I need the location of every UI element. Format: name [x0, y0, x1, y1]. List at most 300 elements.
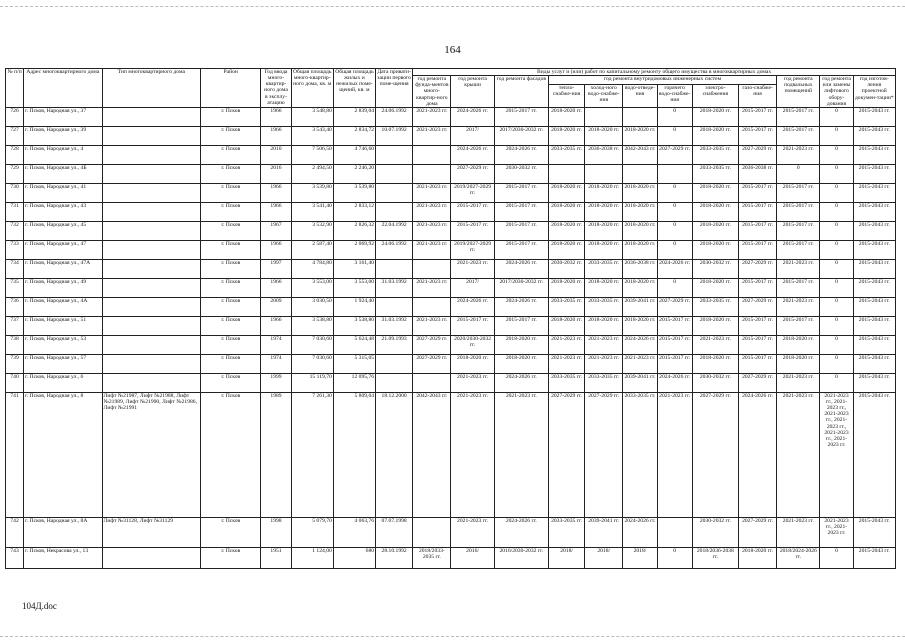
privatization-cell: 22.04.1992 [376, 221, 413, 240]
residential-area-cell: 2 834,72 [333, 126, 375, 145]
table-row [6, 297, 896, 316]
basement-cell: 2021-2023 гг. [777, 297, 820, 316]
hot-water-cell: 2027-2029 гг. [657, 297, 692, 316]
heat-cell: 2018-2020 гг. [548, 126, 584, 145]
table-row [6, 316, 896, 335]
heat-cell: 2033-2035 гг. [548, 297, 584, 316]
table-row [6, 164, 896, 183]
facade-cell: 2015-2017 гг. [494, 183, 548, 202]
type-cell [102, 126, 201, 145]
electric-cell: 2018-2020 гг. [692, 202, 738, 221]
heat-cell: 2030-2032 гг. [548, 259, 584, 278]
lift-cell: 0 [820, 297, 853, 316]
basement-cell: 2015-2017 гг. [777, 126, 820, 145]
address-cell: г. Псков, Народная ул., 8 [24, 392, 102, 517]
privatization-cell: 07.07.1998 [376, 517, 413, 547]
cold-water-cell: 2021-2023 гг. [585, 354, 623, 373]
residential-area-cell: 5 624,48 [333, 335, 375, 354]
sewer-cell: 2018-2020 гг. [623, 183, 657, 202]
heat-cell: 2018-2020 гг. [548, 240, 584, 259]
basement-cell: 0 [777, 164, 820, 183]
roof-cell: 2024-2026 гг. [451, 297, 494, 316]
cold-water-cell: 2018/ [585, 547, 623, 568]
address-cell: г. Псков, Народная ул., 8А [24, 517, 102, 547]
year-cell: 2009 [261, 297, 291, 316]
heat-cell: 2018/ [548, 547, 584, 568]
table-row [6, 373, 896, 392]
basement-cell: 2018-2020 гг. [777, 354, 820, 373]
table-row [6, 145, 896, 164]
year-cell: 1966 [261, 240, 291, 259]
electric-cell: 2018-2020 гг. [692, 354, 738, 373]
header-foundation: год ремонта фунда-ментов много-квартир-ного дома [413, 76, 451, 108]
facade-cell: 2030-2032 гг. [494, 164, 548, 183]
lift-cell: 0 [820, 259, 853, 278]
total-area-cell: 7 506,50 [291, 145, 333, 164]
type-cell [102, 547, 201, 568]
gas-cell: 2015-2017 гг. [738, 278, 776, 297]
docs-cell: 2015-2043 гг. [853, 278, 895, 297]
page-number: 164 [444, 44, 461, 56]
foundation-cell: 2021-2023 гг. [413, 221, 451, 240]
privatization-cell [376, 259, 413, 278]
facade-cell: 2015-2017 гг. [494, 316, 548, 335]
total-area-cell: 2 494,50 [291, 164, 333, 183]
foundation-cell [413, 297, 451, 316]
district-cell: г. Псков [201, 221, 261, 240]
electric-cell: 2030-2032 гг. [692, 517, 738, 547]
cold-water-cell: 2021-2023 гг. [585, 335, 623, 354]
total-area-cell: 5 079,70 [291, 517, 333, 547]
header-systems-group: год ремонта внутридомовых инженерных систем [548, 76, 776, 85]
address-cell: г. Псков, Народная ул., 57 [24, 354, 102, 373]
residential-area-cell: 3 539,80 [333, 183, 375, 202]
table-row [6, 221, 896, 240]
cold-water-cell: 2018-2020 гг. [585, 126, 623, 145]
roof-cell: 2018-2020 гг. [451, 354, 494, 373]
type-cell [102, 107, 201, 126]
basement-cell: 2021-2023 гг. [777, 517, 820, 547]
type-cell [102, 316, 201, 335]
docs-cell: 2015-2043 гг. [853, 202, 895, 221]
gas-cell: 2015-2017 гг. [738, 107, 776, 126]
foundation-cell: 2018/2033-2035 гг. [413, 547, 451, 568]
type-cell [102, 240, 201, 259]
roof-cell: 2015-2017 гг. [451, 202, 494, 221]
num-cell: 742 [6, 517, 24, 547]
address-cell: г. Псков, Народная ул., 45 [24, 221, 102, 240]
cold-water-cell: 2033-2035 гг. [585, 259, 623, 278]
year-cell: 1999 [261, 373, 291, 392]
facade-cell: 2024-2026 гг. [494, 373, 548, 392]
table-row [6, 202, 896, 221]
total-area-cell: 1 124,00 [291, 547, 333, 568]
hot-water-cell: 0 [657, 202, 692, 221]
electric-cell: 2018-2020 гг. [692, 278, 738, 297]
num-cell: 741 [6, 392, 24, 517]
gas-cell: 2024-2026 гг. [738, 392, 776, 517]
gas-cell: 2015-2017 гг. [738, 335, 776, 354]
heat-cell: 2033-2035 гг. [548, 145, 584, 164]
address-cell: г. Псков, Народная ул., 6 [24, 373, 102, 392]
year-cell: 2010 [261, 145, 291, 164]
header-num: № п/п [6, 69, 24, 108]
basement-cell: 2015-2017 гг. [777, 278, 820, 297]
gas-cell: 2027-2029 гг. [738, 297, 776, 316]
privatization-cell [376, 145, 413, 164]
num-cell: 734 [6, 259, 24, 278]
privatization-cell: 31.03.1992 [376, 278, 413, 297]
lift-cell: 0 [820, 335, 853, 354]
gas-cell: 2027-2029 гг. [738, 145, 776, 164]
district-cell: г. Псков [201, 547, 261, 568]
cold-water-cell: 2036-2038 гг. [585, 145, 623, 164]
year-cell: 1967 [261, 221, 291, 240]
basement-cell: 2021-2023 гг. [777, 373, 820, 392]
residential-area-cell: 3 161,40 [333, 259, 375, 278]
table-row [6, 107, 896, 126]
facade-cell: 2015-2017 гг. [494, 107, 548, 126]
cold-water-cell [585, 107, 623, 126]
heat-cell: 2021-2023 гг. [548, 354, 584, 373]
header-lift: год ремонта или замены лифтового обору-дования [820, 76, 853, 108]
facade-cell: 2016/2030-2032 гг. [494, 547, 548, 568]
type-cell: Лифт №21987, Лифт №21988, Лифт №21989, Лифт №21990, Лифт №21986, Лифт №21991 [102, 392, 201, 517]
year-cell: 1966 [261, 183, 291, 202]
hot-water-cell: 0 [657, 278, 692, 297]
basement-cell: 2021-2023 гг. [777, 145, 820, 164]
roof-cell: 2015-2017 гг. [451, 221, 494, 240]
year-cell: 2016 [261, 164, 291, 183]
docs-cell: 2015-2043 гг. [853, 517, 895, 547]
foundation-cell [413, 259, 451, 278]
electric-cell: 2018-2020 гг. [692, 240, 738, 259]
basement-cell: 2015-2017 гг. [777, 107, 820, 126]
header-services-group: Виды услуг и (или) работ по капитальному ремонту общего имущества в многоквартирных домах [413, 69, 896, 76]
residential-area-cell: 2 246,20 [333, 164, 375, 183]
basement-cell: 2018/2024-2026 гг. [777, 547, 820, 568]
type-cell [102, 145, 201, 164]
residential-area-cell: 680 [333, 547, 375, 568]
basement-cell: 2018-2020 гг. [777, 335, 820, 354]
electric-cell: 2033-2035 гг. [692, 297, 738, 316]
type-cell [102, 183, 201, 202]
residential-area-cell: 4 063,76 [333, 517, 375, 547]
total-area-cell: 3 532,90 [291, 221, 333, 240]
facade-cell: 2021-2023 гг. [494, 392, 548, 517]
lift-cell: 0 [820, 354, 853, 373]
roof-cell: 2017/ [451, 126, 494, 145]
residential-area-cell: 4 746,60 [333, 145, 375, 164]
hot-water-cell: 2015-2017 гг. [657, 316, 692, 335]
basement-cell: 2021-2023 гг. [777, 392, 820, 517]
foundation-cell [413, 145, 451, 164]
num-cell: 737 [6, 316, 24, 335]
residential-area-cell: 3 538,80 [333, 316, 375, 335]
hot-water-cell: 0 [657, 107, 692, 126]
lift-cell: 0 [820, 183, 853, 202]
sewer-cell: 2018-2020 гг. [623, 126, 657, 145]
foundation-cell: 2021-2023 гг. [413, 202, 451, 221]
heat-cell: 2018-2020 гг. [548, 107, 584, 126]
sewer-cell: 2033-2035 гг. [623, 392, 657, 517]
electric-cell: 2018-2020 гг. [692, 316, 738, 335]
address-cell: г. Псков, Народная ул., 53 [24, 335, 102, 354]
table-row [6, 354, 896, 373]
facade-cell: 2015-2017 гг. [494, 240, 548, 259]
privatization-cell: 24.06.1992 [376, 240, 413, 259]
type-cell [102, 354, 201, 373]
docs-cell: 2015-2043 гг. [853, 107, 895, 126]
roof-cell: 2019/2027-2029 гг. [451, 240, 494, 259]
electric-cell: 2033-2035 гг. [692, 145, 738, 164]
address-cell: г. Псков, Народная ул., 49 [24, 278, 102, 297]
hot-water-cell: 2015-2017 гг. [657, 335, 692, 354]
docs-cell: 2015-2043 гг. [853, 183, 895, 202]
privatization-cell [376, 202, 413, 221]
district-cell: г. Псков [201, 335, 261, 354]
docs-cell: 2015-2043 гг. [853, 392, 895, 517]
foundation-cell: 2021-2023 гг. [413, 107, 451, 126]
basement-cell: 2015-2017 гг. [777, 183, 820, 202]
district-cell: г. Псков [201, 202, 261, 221]
total-area-cell: 7 030,60 [291, 335, 333, 354]
residential-area-cell: 2 833,12 [333, 202, 375, 221]
lift-cell: 0 [820, 240, 853, 259]
page-edge-bottom [0, 636, 905, 637]
district-cell: г. Псков [201, 373, 261, 392]
residential-area-cell: 1 924,40 [333, 297, 375, 316]
sewer-cell: 2018-2020 гг. [623, 202, 657, 221]
gas-cell: 2015-2017 гг. [738, 202, 776, 221]
facade-cell: 2024-2026 гг. [494, 259, 548, 278]
foundation-cell: 2021-2023 гг. [413, 126, 451, 145]
docs-cell: 2015-2043 гг. [853, 240, 895, 259]
privatization-cell [376, 164, 413, 183]
lift-cell: 0 [820, 316, 853, 335]
year-cell: 1998 [261, 517, 291, 547]
district-cell: г. Псков [201, 392, 261, 517]
cold-water-cell: 2039-2041 гг. [585, 517, 623, 547]
address-cell: г. Псков, Народная ул., 47 [24, 240, 102, 259]
docs-cell: 2015-2043 гг. [853, 335, 895, 354]
facade-cell: 2024-2026 гг. [494, 517, 548, 547]
lift-cell: 0 [820, 164, 853, 183]
heat-cell: 2033-2035 гг. [548, 373, 584, 392]
heat-cell [548, 164, 584, 183]
residential-area-cell: 5 809,04 [333, 392, 375, 517]
address-cell: г. Псков, Народная ул., 51 [24, 316, 102, 335]
header-gas: газо-снабже-ния [738, 84, 776, 107]
roof-cell: 2019/2027-2029 гг. [451, 183, 494, 202]
privatization-cell [376, 183, 413, 202]
residential-area-cell: 5 315,05 [333, 354, 375, 373]
year-cell: 1966 [261, 278, 291, 297]
district-cell: г. Псков [201, 297, 261, 316]
electric-cell: 2018-2020 гг. [692, 126, 738, 145]
type-cell [102, 202, 201, 221]
privatization-cell: 24.06.1992 [376, 107, 413, 126]
foundation-cell: 2042-2043 гг. [413, 392, 451, 517]
roof-cell: 2024-2026 гг. [451, 145, 494, 164]
header-type: Тип многоквартирного дома [102, 69, 201, 108]
header-residential-area: Общая площадь жилых и нежилых поме-щений, кв. м [333, 69, 375, 108]
foundation-cell [413, 517, 451, 547]
district-cell: г. Псков [201, 517, 261, 547]
total-area-cell: 15 119,70 [291, 373, 333, 392]
year-cell: 1966 [261, 107, 291, 126]
gas-cell: 2015-2017 гг. [738, 126, 776, 145]
sewer-cell: 2039-2041 гг. [623, 373, 657, 392]
header-electric: электро-снабжения [692, 84, 738, 107]
district-cell: г. Псков [201, 278, 261, 297]
type-cell: Лифт №31128, Лифт №31129 [102, 517, 201, 547]
sewer-cell [623, 164, 657, 183]
num-cell: 729 [6, 164, 24, 183]
table-row [6, 183, 896, 202]
lift-cell: 0 [820, 373, 853, 392]
gas-cell: 2015-2017 гг. [738, 240, 776, 259]
table-row [6, 259, 896, 278]
num-cell: 735 [6, 278, 24, 297]
year-cell: 1966 [261, 126, 291, 145]
foundation-cell: 2021-2023 гг. [413, 316, 451, 335]
hot-water-cell: 0 [657, 547, 692, 568]
heat-cell: 2018-2020 гг. [548, 183, 584, 202]
cold-water-cell: 2018-2020 гг. [585, 278, 623, 297]
total-area-cell: 2 587,40 [291, 240, 333, 259]
lift-cell: 2021-2023 гг., 2021-2023 гг. [820, 517, 853, 547]
table-row [6, 335, 896, 354]
gas-cell: 2015-2017 гг. [738, 316, 776, 335]
docs-cell: 2015-2043 гг. [853, 297, 895, 316]
roof-cell: 2024-2026 гг. [451, 107, 494, 126]
num-cell: 740 [6, 373, 24, 392]
basement-cell: 2015-2017 гг. [777, 240, 820, 259]
lift-cell: 0 [820, 202, 853, 221]
gas-cell: 2027-2029 гг. [738, 517, 776, 547]
num-cell: 739 [6, 354, 24, 373]
year-cell: 1951 [261, 547, 291, 568]
facade-cell: 2024-2026 гг. [494, 145, 548, 164]
electric-cell: 2018-2020 гг. [692, 183, 738, 202]
table-row [6, 547, 896, 568]
year-cell: 1974 [261, 354, 291, 373]
foundation-cell: 2021-2023 гг. [413, 278, 451, 297]
residential-area-cell: 12 095,76 [333, 373, 375, 392]
year-cell: 1966 [261, 202, 291, 221]
basement-cell: 2015-2017 гг. [777, 316, 820, 335]
hot-water-cell: 2024-2026 гг. [657, 259, 692, 278]
facade-cell: 2015-2017 гг. [494, 202, 548, 221]
cold-water-cell: 2018-2020 гг. [585, 202, 623, 221]
lift-cell: 0 [820, 221, 853, 240]
address-cell: г. Псков, Некрасова ул., 13 [24, 547, 102, 568]
residential-area-cell: 2 069,92 [333, 240, 375, 259]
sewer-cell [623, 107, 657, 126]
num-cell: 730 [6, 183, 24, 202]
header-basement: год ремонта подвальных помещений [777, 76, 820, 108]
gas-cell: 2018-2020 гг. [738, 547, 776, 568]
residential-area-cell: 2 839,04 [333, 107, 375, 126]
facade-cell: 2018-2020 гг. [494, 335, 548, 354]
header-sewer: водо-отведе-ния [623, 84, 657, 107]
table-row [6, 240, 896, 259]
lift-cell: 0 [820, 107, 853, 126]
type-cell [102, 221, 201, 240]
num-cell: 727 [6, 126, 24, 145]
district-cell: г. Псков [201, 164, 261, 183]
district-cell: г. Псков [201, 354, 261, 373]
gas-cell: 2027-2029 гг. [738, 373, 776, 392]
total-area-cell: 3 539,80 [291, 183, 333, 202]
roof-cell: 2021-2023 гг. [451, 373, 494, 392]
header-year: Год ввода много-квартир-ного дома в эксплу-атацию [261, 69, 291, 108]
foundation-cell: 2027-2029 гг. [413, 354, 451, 373]
total-area-cell: 3 548,80 [291, 107, 333, 126]
header-cold-water: холод-ного водо-снабже-ния [585, 84, 623, 107]
header-privatization-date: Дата привати-зации первого поме-щения [376, 69, 413, 108]
heat-cell: 2021-2023 гг. [548, 335, 584, 354]
heat-cell: 2033-2035 гг. [548, 517, 584, 547]
privatization-cell [376, 297, 413, 316]
privatization-cell [376, 373, 413, 392]
hot-water-cell: 2015-2017 гг. [657, 354, 692, 373]
district-cell: г. Псков [201, 107, 261, 126]
hot-water-cell: 0 [657, 221, 692, 240]
cold-water-cell: 2027-2029 гг. [585, 392, 623, 517]
facade-cell: 2024-2026 гг. [494, 297, 548, 316]
page-edge-top [0, 6, 905, 7]
cold-water-cell: 2018-2020 гг. [585, 316, 623, 335]
address-cell: г. Псков, Народная ул., 4Б [24, 164, 102, 183]
cold-water-cell: 2018-2020 гг. [585, 240, 623, 259]
basement-cell: 2021-2023 гг. [777, 259, 820, 278]
sewer-cell: 2024-2026 гг. [623, 335, 657, 354]
header-hot-water: горячего водо-снабже-ния [657, 84, 692, 107]
facade-cell: 2017/2030-2032 гг. [494, 278, 548, 297]
header-district: Район [201, 69, 261, 108]
year-cell: 1989 [261, 392, 291, 517]
docs-cell: 2015-2043 гг. [853, 316, 895, 335]
heat-cell: 2027-2029 гг. [548, 392, 584, 517]
address-cell: г. Псков, Народная ул., 4А [24, 297, 102, 316]
sewer-cell: 2021-2023 гг. [623, 354, 657, 373]
num-cell: 736 [6, 297, 24, 316]
table-row [6, 278, 896, 297]
total-area-cell: 3 553,00 [291, 278, 333, 297]
type-cell [102, 278, 201, 297]
table-body [6, 107, 896, 568]
sewer-cell: 2018/ [623, 547, 657, 568]
docs-cell: 2015-2043 гг. [853, 547, 895, 568]
footer-filename: 104Д.doc [22, 601, 57, 611]
header-address: Адрес многоквартирного дома [24, 69, 102, 108]
basement-cell: 2015-2017 гг. [777, 202, 820, 221]
type-cell [102, 335, 201, 354]
privatization-cell: 10.07.1992 [376, 126, 413, 145]
year-cell: 1966 [261, 316, 291, 335]
district-cell: г. Псков [201, 259, 261, 278]
num-cell: 733 [6, 240, 24, 259]
total-area-cell: 4 784,80 [291, 259, 333, 278]
num-cell: 726 [6, 107, 24, 126]
foundation-cell: 2027-2029 гг. [413, 335, 451, 354]
address-cell: г. Псков, Народная ул., 43 [24, 202, 102, 221]
gas-cell: 2027-2029 гг. [738, 259, 776, 278]
type-cell [102, 373, 201, 392]
address-cell: г. Псков, Народная ул., 4 [24, 145, 102, 164]
